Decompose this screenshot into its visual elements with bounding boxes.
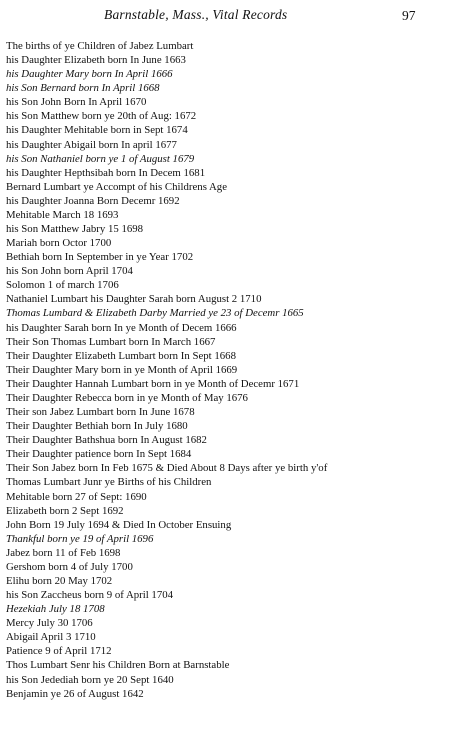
record-entry: Thankful born ye 19 of April 1696: [6, 532, 154, 545]
record-entry: Mariah born Octor 1700: [6, 237, 112, 250]
record-entry: Their Son Jabez born In Feb 1675 & Died About 8 Days after ye birth y'of: [6, 462, 328, 475]
record-entry: Patience 9 of April 1712: [6, 645, 112, 658]
record-entry: his Daughter Elizabeth born In June 1663: [6, 54, 186, 67]
record-entry: his Son Matthew born ye 20th of Aug: 1672: [6, 110, 197, 123]
record-entry: Their Daughter Elizabeth Lumbart born In Sept 1668: [6, 349, 236, 362]
record-entry: Gershom born 4 of July 1700: [6, 560, 133, 573]
record-entry: his Son Matthew Jabry 15 1698: [6, 223, 144, 236]
record-entry: Mehitable March 18 1693: [6, 208, 119, 221]
record-entry: Hezekiah July 18 1708: [6, 603, 105, 616]
record-entry: Thomas Lumbard & Elizabeth Darby Married ye 23 of Decemr 1665: [6, 307, 304, 320]
record-entry: Mehitable born 27 of Sept: 1690: [6, 490, 147, 503]
record-entry: his Son Zaccheus born 9 of April 1704: [6, 589, 174, 602]
record-entry: Their Daughter Bathshua born In August 1682: [6, 434, 207, 447]
record-entry: The births of ye Children of Jabez Lumbart: [6, 40, 194, 52]
record-entry: Jabez born 11 of Feb 1698: [6, 546, 121, 559]
record-entry: his Daughter Mary born In April 1666: [6, 68, 173, 81]
record-entry: his Son John born April 1704: [6, 265, 133, 278]
record-list: [6, 39, 444, 701]
record-entry: Their Daughter Bethiah born In July 1680: [6, 420, 188, 433]
record-entry: Elihu born 20 May 1702: [6, 574, 113, 587]
record-entry: Benjamin ye 26 of August 1642: [6, 687, 144, 700]
page-number: 97: [402, 8, 416, 23]
record-entry: his Son Bernard born In April 1668: [6, 82, 160, 95]
record-entry: his Daughter Joanna Born Decemr 1692: [6, 194, 180, 207]
record-entry: Solomon 1 of march 1706: [6, 279, 119, 292]
record-entry: Their Daughter Mary born in ye Month of April 1669: [6, 363, 238, 376]
record-entry: Thos Lumbart Senr his Children Born at Barnstable: [6, 659, 230, 672]
record-entry: Their Daughter Rebecca born in ye Month of May 1676: [6, 391, 248, 404]
record-entry: Thomas Lumbart Junr ye Births of his Children: [6, 476, 212, 489]
record-entry: his Daughter Abigail born In april 1677: [6, 138, 177, 151]
record-entry: Abigail April 3 1710: [6, 631, 96, 644]
record-entry: Their Daughter patience born In Sept 1684: [6, 448, 192, 461]
record-entry: Mercy July 30 1706: [6, 617, 93, 630]
record-entry: Their Son Thomas Lumbart born In March 1667: [6, 335, 216, 348]
record-entry: Their son Jabez Lumbart born In June 1678: [6, 406, 195, 419]
record-entry: his Son Nathaniel born ye 1 of August 1679: [6, 152, 195, 165]
record-entry: Nathaniel Lumbart his Daughter Sarah born August 2 1710: [6, 293, 262, 306]
record-entry: Their Daughter Hannah Lumbart born in ye Month of Decemr 1671: [6, 377, 300, 390]
running-title: Barnstable, Mass., Vital Records: [104, 7, 288, 22]
record-entry: his Son Jedediah born ye 20 Sept 1640: [6, 673, 174, 686]
record-entry: John Born 19 July 1694 & Died In October Ensuing: [6, 518, 232, 531]
page-header: [0, 7, 449, 27]
record-entry: his Daughter Hepthsibah born In Decem 1681: [6, 166, 206, 179]
record-entry: his Daughter Sarah born In ye Month of Decem 1666: [6, 321, 237, 334]
record-entry: Bethiah born In September in ye Year 1702: [6, 251, 194, 264]
record-entry: his Son John Born In April 1670: [6, 96, 147, 109]
record-entry: Bernard Lumbart ye Accompt of his Childrens Age: [6, 180, 227, 193]
record-entry: Elizabeth born 2 Sept 1692: [6, 504, 124, 517]
record-entry: his Daughter Mehitable born in Sept 1674: [6, 124, 188, 137]
